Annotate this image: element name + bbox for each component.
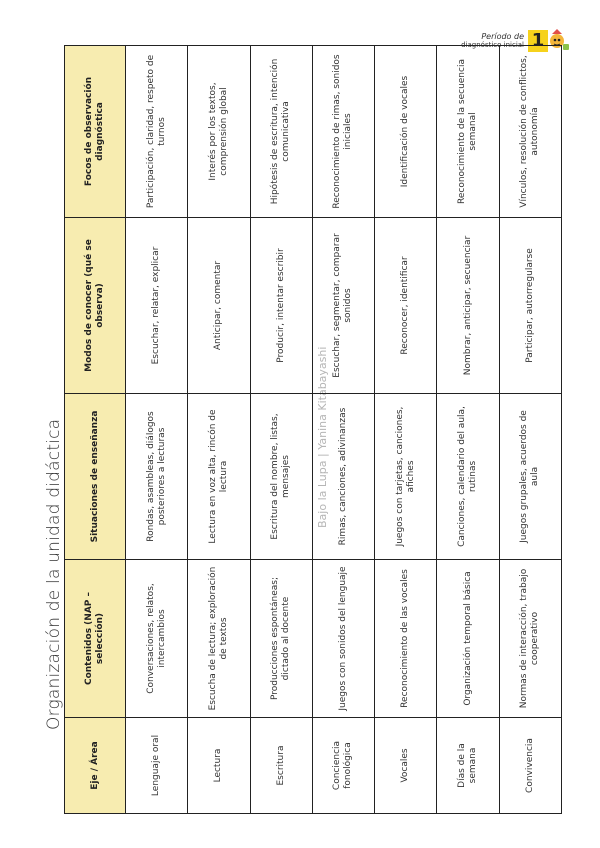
page-title: Organización de la unidad didáctica	[44, 418, 64, 730]
organization-table	[64, 45, 562, 814]
table-cell: Nombrar, anticipar, secuenciar	[437, 218, 499, 394]
table-cell: Escritura del nombre, listas, mensajes	[250, 394, 312, 560]
table-cell: Participar, autorregularse	[499, 218, 561, 394]
table-cell: Lectura en voz alta, rincón de lectura	[188, 394, 250, 560]
table-cell: Reconocimiento de la secuencia semanal	[437, 46, 499, 218]
table-row	[312, 46, 374, 814]
table-cell: Producciones espontáneas; dictado al docente	[250, 560, 312, 718]
watermark: Bajo la Lupa | Yanina Kitabayashi	[316, 346, 329, 528]
table-cell: Organización temporal básica	[437, 560, 499, 718]
badge-line1: Período de	[481, 32, 524, 41]
table-cell: Normas de interacción, trabajo cooperativo	[499, 560, 561, 718]
table-cell: Vínculos, resolución de conflictos, autonomía	[499, 46, 561, 218]
table-cell: Participación, claridad, respeto de turnos	[126, 46, 188, 218]
row-label-cell: Convivencia	[499, 718, 561, 814]
table-row	[437, 46, 499, 814]
table-row	[499, 46, 561, 814]
table-cell: Hipótesis de escritura, intención comunicativa	[250, 46, 312, 218]
row-label-cell: Vocales	[375, 718, 437, 814]
row-label-cell: Lenguaje oral	[126, 718, 188, 814]
table-row	[250, 46, 312, 814]
table-cell: Canciones, calendario del aula, rutinas	[437, 394, 499, 560]
row-label-cell: Conciencia fonológica	[312, 718, 374, 814]
table-cell: Rondas, asambleas, diálogos posteriores a lecturas	[126, 394, 188, 560]
table-cell: Producir, intentar escribir	[250, 218, 312, 394]
table-cell: Escucha de lectura; exploración de textos	[188, 560, 250, 718]
badge-line2: diagnóstico inicial	[461, 41, 524, 49]
table-row	[126, 46, 188, 814]
table-cell: Conversaciones, relatos, intercambios	[126, 560, 188, 718]
row-label-cell: Días de la semana	[437, 718, 499, 814]
table-cell: Escuchar, relatar, explicar	[126, 218, 188, 394]
table-cell: Juegos con sonidos del lenguaje	[312, 560, 374, 718]
didactic-unit-table	[64, 46, 562, 814]
table-cell: Juegos grupales, acuerdos de aula	[499, 394, 561, 560]
column-header: Situaciones de enseñanza	[65, 394, 126, 560]
row-label-cell: Escritura	[250, 718, 312, 814]
table-cell: Rimas, canciones, adivinanzas	[312, 394, 374, 560]
column-header: Modos de conocer (qué se observa)	[65, 218, 126, 394]
table-cell: Reconocimiento de rimas, sonidos iniciales	[312, 46, 374, 218]
row-label-cell: Lectura	[188, 718, 250, 814]
table-cell: Juegos con tarjetas, canciones, afiches	[375, 394, 437, 560]
column-header: Eje / Área	[65, 718, 126, 814]
badge-number: 1	[528, 30, 548, 52]
column-header: Focos de observación diagnóstica	[65, 46, 126, 218]
table-cell: Reconocimiento de las vocales	[375, 560, 437, 718]
table-row	[375, 46, 437, 814]
column-header: Contenidos (NAP – selección)	[65, 560, 126, 718]
table-cell: Anticipar, comentar	[188, 218, 250, 394]
table-cell: Identificación de vocales	[375, 46, 437, 218]
table-cell: Escuchar, segmentar, comparar sonidos	[312, 218, 374, 394]
table-header-row	[65, 46, 126, 814]
table-cell: Interés por los textos, comprensión global	[188, 46, 250, 218]
table-row	[188, 46, 250, 814]
table-cell: Reconocer, identificar	[375, 218, 437, 394]
